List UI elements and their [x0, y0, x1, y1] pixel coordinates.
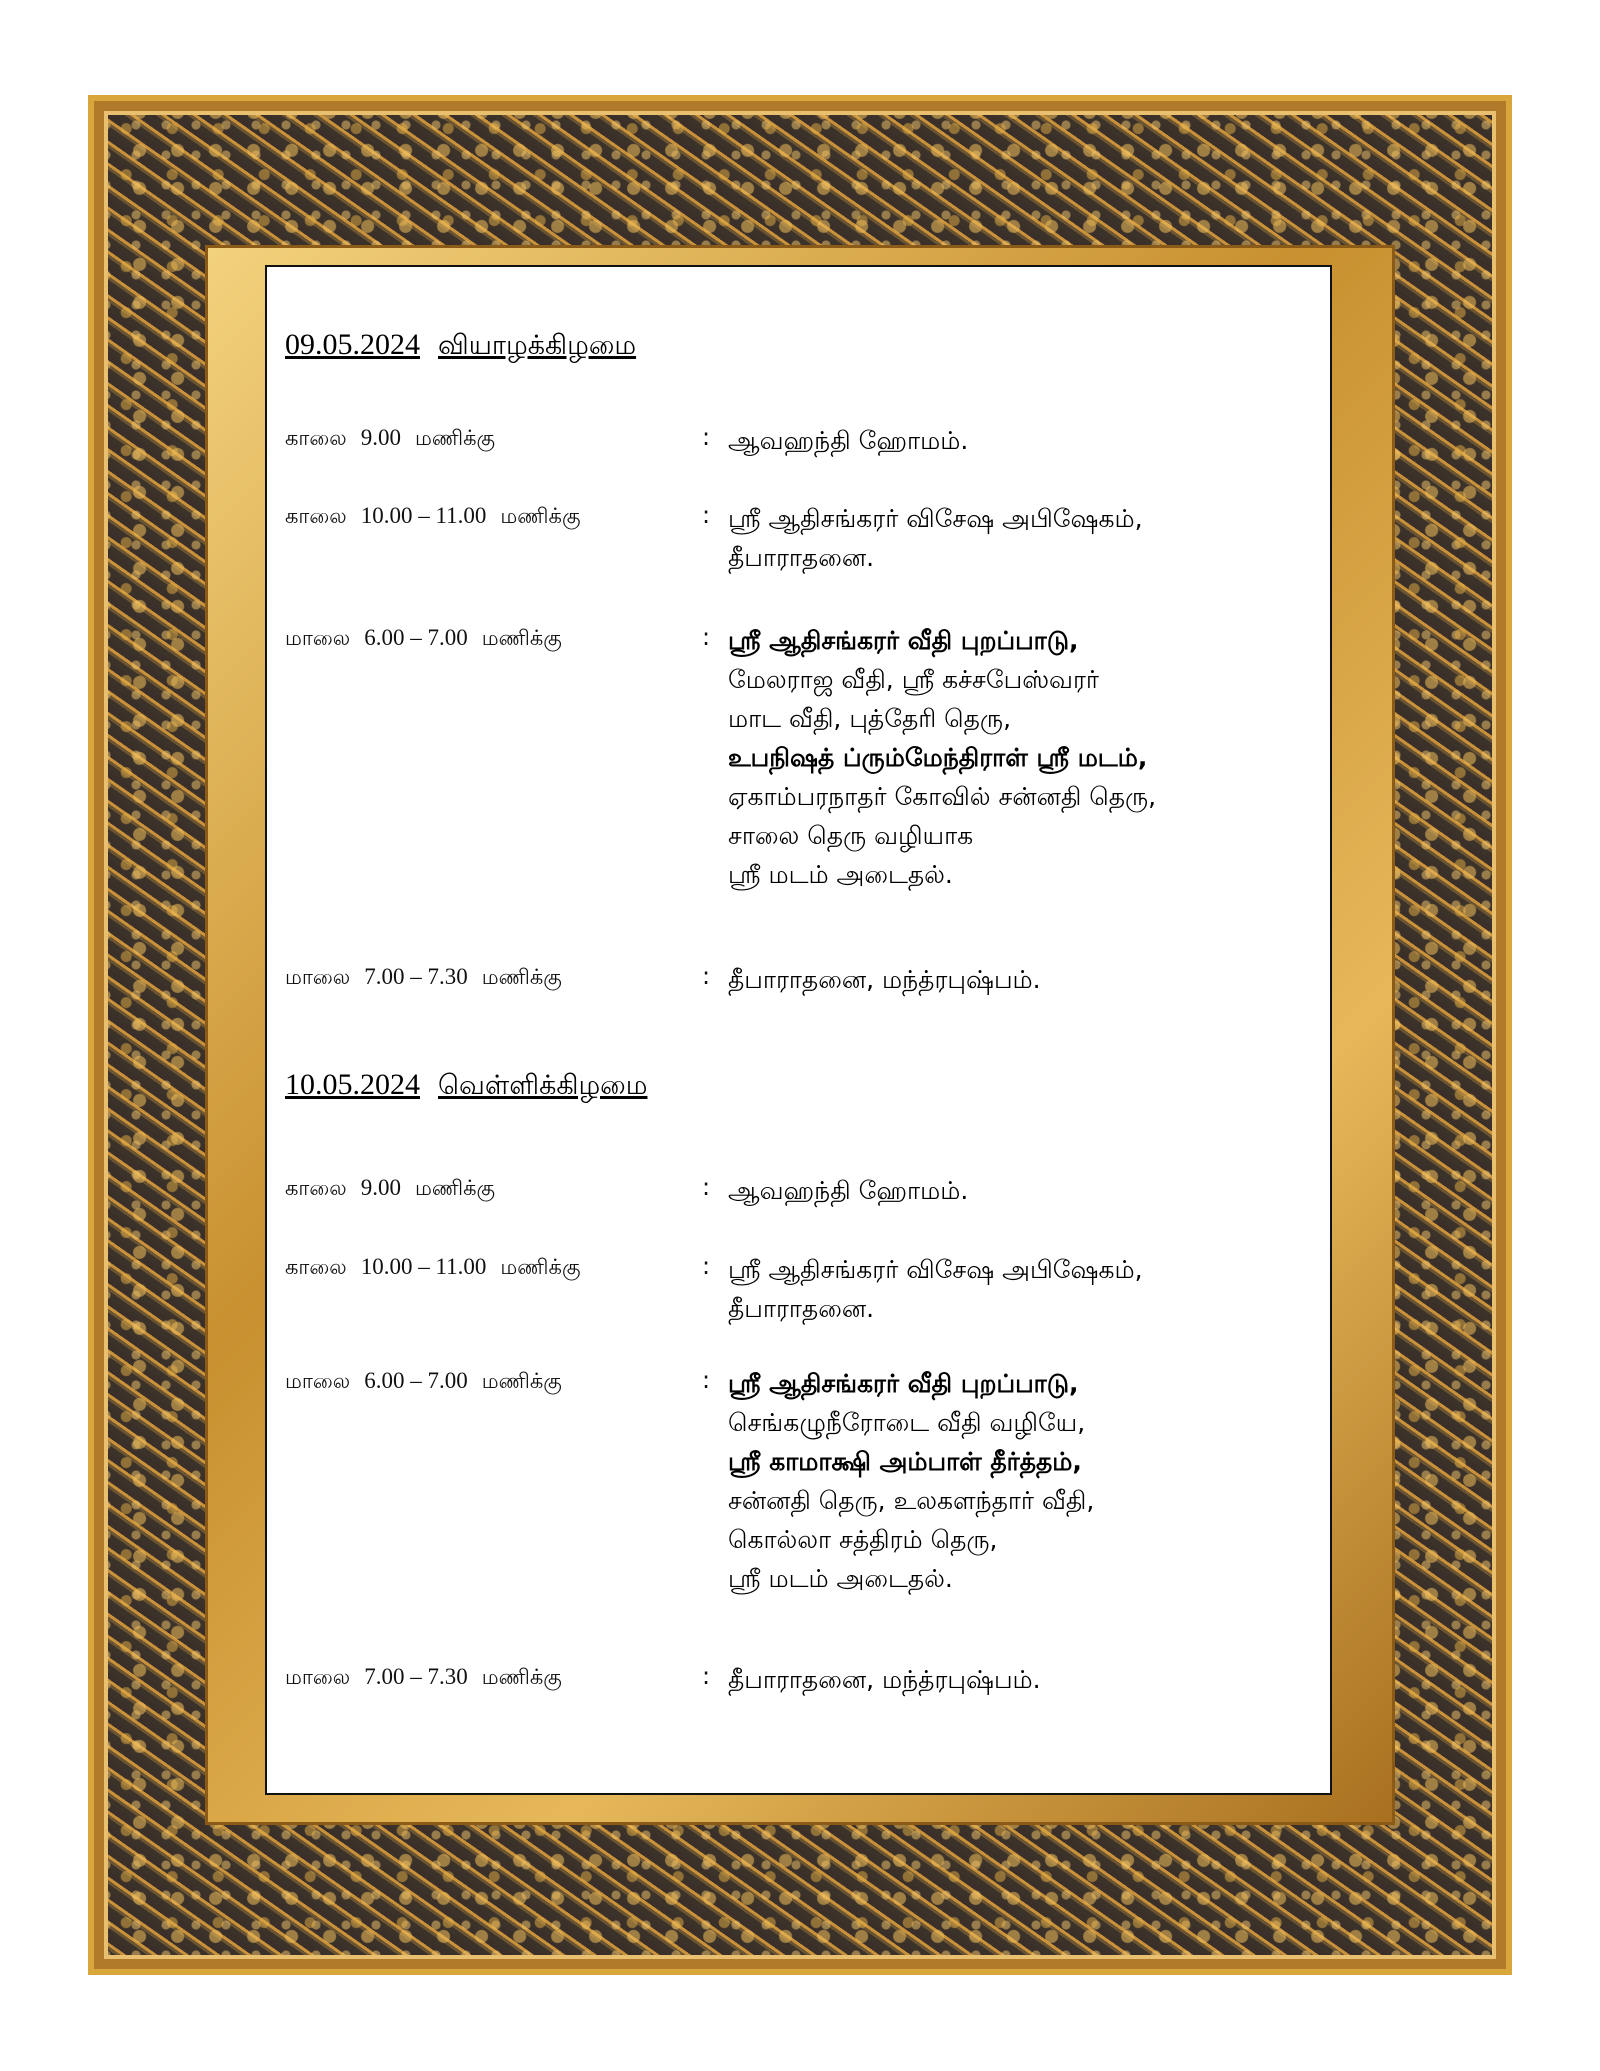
separator-colon: : — [702, 962, 711, 990]
description-line: ஸ்ரீ மடம் அடைதல். — [728, 860, 953, 889]
event-time — [285, 503, 580, 531]
time-value: 10.00 – 11.00 — [360, 1254, 487, 1279]
time-value: 6.00 – 7.00 — [364, 1368, 468, 1393]
day2-day-name: வெள்ளிக்கிழமை — [438, 1070, 648, 1101]
description-line: மேலராஜ வீதி, ஸ்ரீ கச்சபேஸ்வரர் — [728, 665, 1099, 694]
event-description — [728, 421, 968, 460]
time-suffix: மணிக்கு — [500, 1255, 581, 1279]
time-suffix: மணிக்கு — [481, 965, 562, 989]
event-description — [728, 499, 1143, 577]
time-suffix: மணிக்கு — [481, 1665, 562, 1689]
description-line: ஸ்ரீ ஆதிசங்கரர் விசேஷ அபிஷேகம், — [728, 1255, 1143, 1284]
event-description — [728, 1660, 1041, 1699]
description-line: சன்னதி தெரு, உலகளந்தார் வீதி, — [728, 1486, 1095, 1515]
description-line: ஸ்ரீ காமாக்ஷி அம்பாள் தீர்த்தம், — [728, 1447, 1082, 1476]
description-line: ஸ்ரீ மடம் அடைதல். — [728, 1564, 953, 1593]
time-suffix: மணிக்கு — [481, 1369, 562, 1393]
time-value: 6.00 – 7.00 — [364, 625, 468, 650]
time-period: மாலை — [285, 626, 351, 650]
event-time — [285, 425, 495, 453]
time-suffix: மணிக்கு — [481, 626, 562, 650]
description-line: உபநிஷத் ப்ரும்மேந்திராள் ஸ்ரீ மடம், — [728, 743, 1148, 772]
day1-date: 09.05.2024 — [285, 328, 420, 361]
event-description — [728, 1171, 968, 1210]
event-description — [728, 1364, 1094, 1598]
time-period: காலை — [285, 426, 347, 450]
time-period: காலை — [285, 1255, 347, 1279]
time-period: மாலை — [285, 965, 351, 989]
event-time — [285, 1254, 580, 1282]
day2-heading — [285, 1068, 647, 1105]
description-line: ஸ்ரீ ஆதிசங்கரர் விசேஷ அபிஷேகம், — [728, 504, 1143, 533]
event-time — [285, 964, 562, 992]
description-line: தீபாராதனை, மந்த்ரபுஷ்பம். — [728, 965, 1041, 994]
time-period: மாலை — [285, 1369, 351, 1393]
time-value: 7.00 – 7.30 — [364, 1664, 468, 1689]
description-line: மாட வீதி, புத்தேரி தெரு, — [728, 704, 1012, 733]
description-line: ஆவஹந்தி ஹோமம். — [728, 1176, 969, 1205]
time-suffix: மணிக்கு — [414, 1176, 496, 1200]
time-period: மாலை — [285, 1665, 351, 1689]
description-line: ஆவஹந்தி ஹோமம். — [728, 426, 969, 455]
time-value: 7.00 – 7.30 — [364, 964, 468, 989]
time-period: காலை — [285, 504, 347, 528]
description-line: சாலை தெரு வழியாக — [728, 821, 974, 850]
description-line: தீபாராதனை, மந்த்ரபுஷ்பம். — [728, 1665, 1041, 1694]
description-line: ஸ்ரீ ஆதிசங்கரர் வீதி புறப்பாடு, — [728, 1369, 1079, 1398]
day1-day-name: வியாழக்கிழமை — [438, 330, 637, 361]
event-description — [728, 1250, 1143, 1328]
event-description — [728, 960, 1041, 999]
separator-colon: : — [702, 623, 711, 651]
time-value: 9.00 — [360, 425, 401, 450]
event-time — [285, 1368, 562, 1396]
separator-colon: : — [702, 1662, 711, 1690]
time-period: காலை — [285, 1176, 347, 1200]
time-value: 10.00 – 11.00 — [360, 503, 487, 528]
separator-colon: : — [702, 1252, 711, 1280]
event-time — [285, 1175, 495, 1203]
separator-colon: : — [702, 423, 711, 451]
description-line: ஸ்ரீ ஆதிசங்கரர் வீதி புறப்பாடு, — [728, 626, 1079, 655]
time-value: 9.00 — [360, 1175, 401, 1200]
event-description — [728, 621, 1156, 894]
day2-date: 10.05.2024 — [285, 1068, 420, 1101]
separator-colon: : — [702, 501, 711, 529]
description-line: செங்கழுநீரோடை வீதி வழியே, — [728, 1408, 1086, 1437]
day1-heading — [285, 328, 636, 365]
time-suffix: மணிக்கு — [414, 426, 496, 450]
description-line: தீபாராதனை. — [728, 543, 875, 572]
event-time — [285, 625, 562, 653]
event-time — [285, 1664, 562, 1692]
separator-colon: : — [702, 1173, 711, 1201]
description-line: ஏகாம்பரநாதர் கோவில் சன்னதி தெரு, — [728, 782, 1157, 811]
description-line: தீபாராதனை. — [728, 1294, 875, 1323]
time-suffix: மணிக்கு — [500, 504, 581, 528]
separator-colon: : — [702, 1366, 711, 1394]
description-line: கொல்லா சத்திரம் தெரு, — [728, 1525, 998, 1554]
